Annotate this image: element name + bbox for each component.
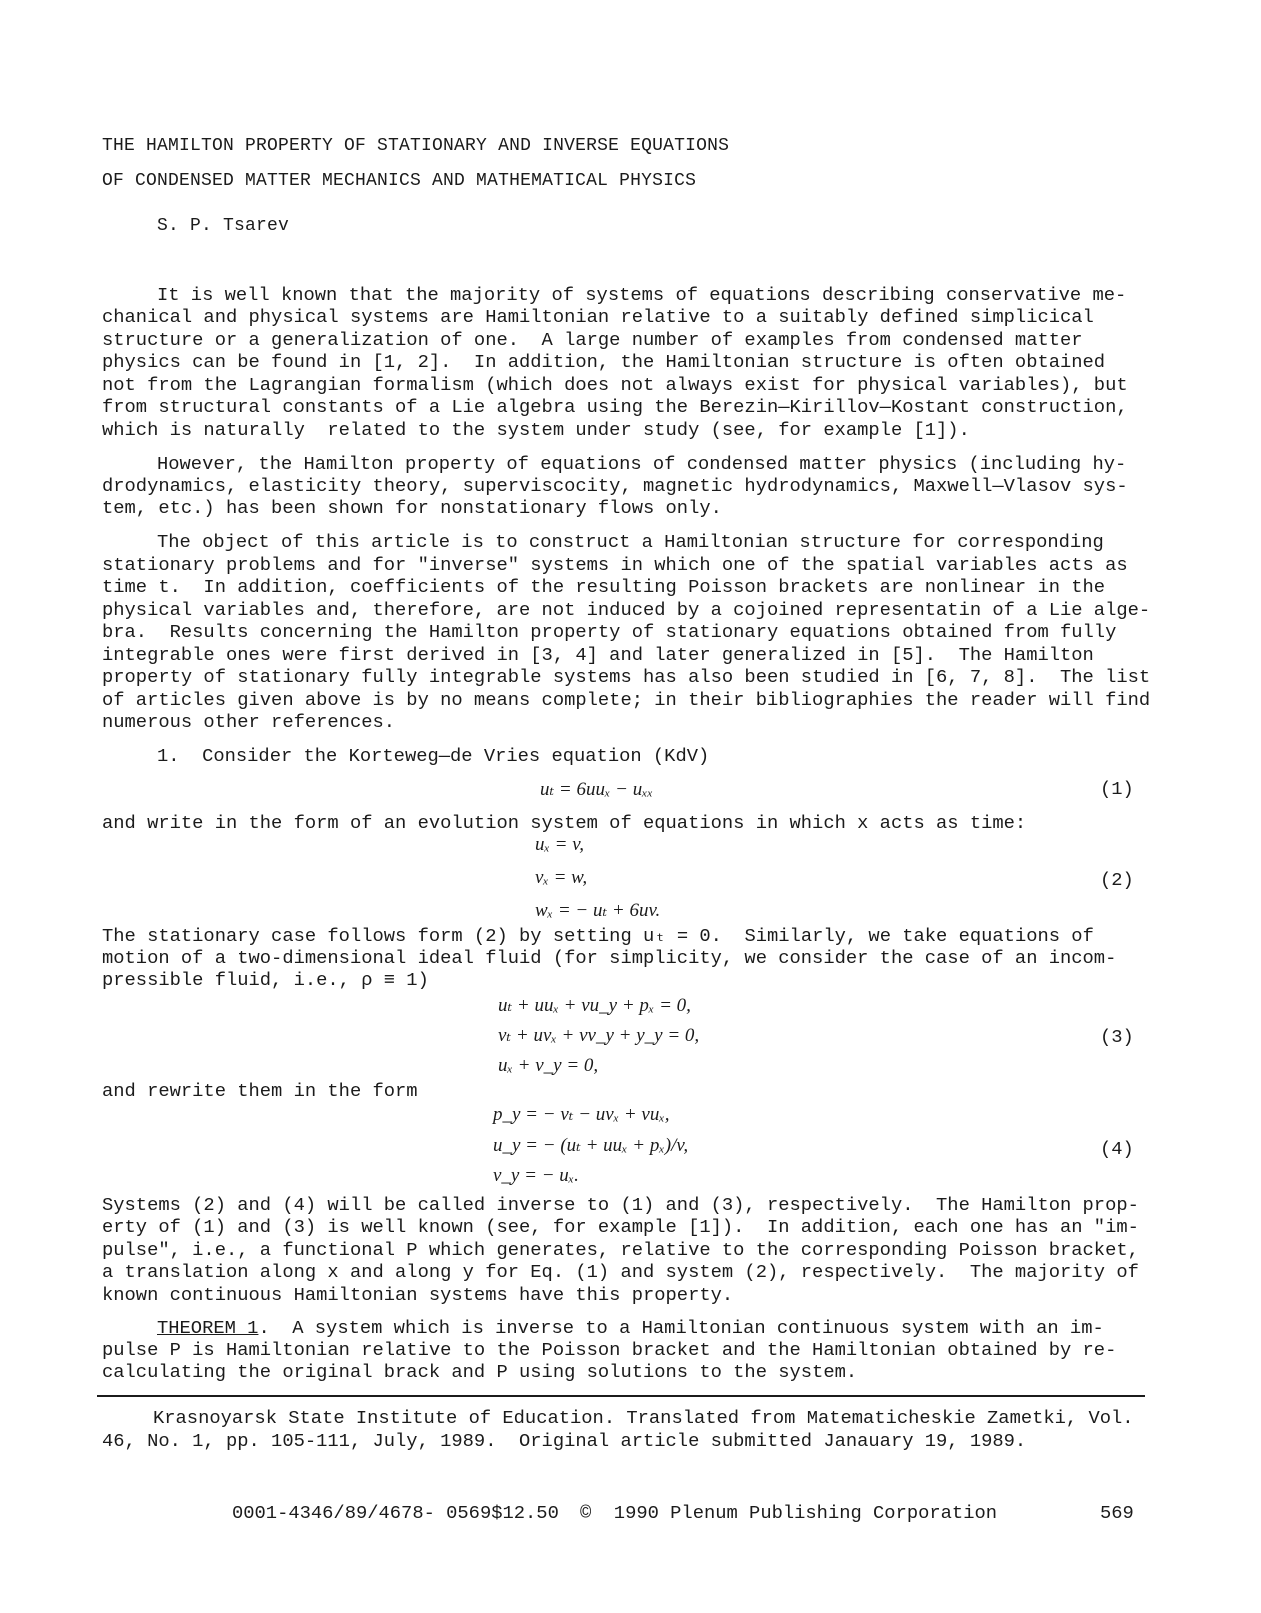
p1-line: from structural constants of a Lie algebra using the Berezin—Kirillov—Kostant construction, [102, 396, 1128, 418]
equation-1: uₜ = 6uuₓ − uₓₓ [540, 779, 654, 800]
equation-number-3: (3) [1100, 1026, 1134, 1048]
footnote-line: 46, No. 1, pp. 105-111, July, 1989. Original article submitted Janauary 19, 1989. [102, 1430, 1027, 1452]
p1-line: chanical and physical systems are Hamiltonian relative to a suitably defined simplicical [102, 306, 1094, 328]
page-number: 569 [1100, 1502, 1134, 1524]
p3-line: physical variables and, therefore, are not induced by a cojoined representatin of a Lie alge- [102, 599, 1151, 621]
after-eq2-line: The stationary case follows form (2) by setting uₜ = 0. Similarly, we take equations of [102, 925, 1094, 947]
equation-2-line: vₓ = w, [535, 867, 588, 888]
footnote-divider [97, 1395, 1145, 1397]
theorem-first-text: . A system which is inverse to a Hamiltonian continuous system with an im- [258, 1317, 1104, 1339]
theorem-label: THEOREM 1 [157, 1317, 259, 1339]
footnote-line: Krasnoyarsk State Institute of Education. Translated from Matematicheskie Zametki, Vol. [153, 1407, 1134, 1429]
equation-2-line: uₓ = v, [535, 834, 584, 855]
author: S. P. Tsarev [157, 216, 290, 236]
equation-4-line: p_y = − vₜ − uvₓ + vuₓ, [493, 1104, 670, 1125]
equation-number-4: (4) [1100, 1138, 1134, 1160]
equation-2-line: wₓ = − uₜ + 6uv. [535, 900, 661, 921]
p2-line: tem, etc.) has been shown for nonstationary flows only. [102, 497, 722, 519]
p4-line: Systems (2) and (4) will be called inverse to (1) and (3), respectively. The Hamilton prop- [102, 1194, 1139, 1216]
p4-line: known continuous Hamiltonian systems have this property. [102, 1284, 734, 1306]
after-eq2-line: motion of a two-dimensional ideal fluid (for simplicity, we consider the case of an incom- [102, 947, 1117, 969]
p3-line: time t. In addition, coefficients of the resulting Poisson brackets are nonlinear in the [102, 576, 1106, 598]
equation-number-2: (2) [1100, 869, 1134, 891]
equation-4-line: v_y = − uₓ. [493, 1165, 579, 1186]
p4-line: a translation along x and along y for Eq. (1) and system (2), respectively. The majority of [102, 1261, 1139, 1283]
p3-line: of articles given above is by no means complete; in their bibliographies the reader will find [102, 689, 1151, 711]
p4-line: erty of (1) and (3) is well known (see, for example [1]). In addition, each one has an "im- [102, 1216, 1139, 1238]
p1-line: not from the Lagrangian formalism (which does not always exist for physical variables), but [102, 374, 1128, 396]
p4-line: pulse", i.e., a functional P which generates, relative to the corresponding Poisson bracket, [102, 1239, 1139, 1261]
equation-4-line: u_y = − (uₜ + uuₓ + pₓ)/v, [493, 1135, 689, 1156]
p3-line: numerous other references. [102, 711, 396, 733]
text-after-eq1: and write in the form of an evolution system of equations in which x acts as time: [102, 812, 1027, 834]
p1-line: It is well known that the majority of systems of equations describing conservative me- [157, 284, 1127, 306]
p3-line: The object of this article is to construct a Hamiltonian structure for corresponding [157, 531, 1104, 553]
after-eq2-line: pressible fluid, i.e., ρ ≡ 1) [102, 969, 429, 991]
title-line-2: OF CONDENSED MATTER MECHANICS AND MATHEMATICAL PHYSICS [102, 171, 697, 191]
equation-3-line: vₜ + uvₓ + vv_y + y_y = 0, [498, 1025, 700, 1046]
title-line-1: THE HAMILTON PROPERTY OF STATIONARY AND INVERSE EQUATIONS [102, 136, 730, 156]
theorem-line: pulse P is Hamiltonian relative to the Poisson bracket and the Hamiltonian obtained by re- [102, 1339, 1117, 1361]
footer-copyright: © 1990 Plenum Publishing Corporation [580, 1502, 998, 1524]
p3-line: stationary problems and for "inverse" systems in which one of the spatial variables acts as [102, 554, 1128, 576]
section-1-intro: 1. Consider the Korteweg—de Vries equation (KdV) [157, 745, 710, 767]
equation-3-line: uₓ + v_y = 0, [498, 1055, 599, 1076]
footer-code: 0001-4346/89/4678- 0569$12.50 [232, 1502, 559, 1524]
equation-3-line: uₜ + uuₓ + vu_y + pₓ = 0, [498, 995, 691, 1016]
p1-line: structure or a generalization of one. A large number of examples from condensed matter [102, 329, 1083, 351]
p2-line: However, the Hamilton property of equations of condensed matter physics (including hy- [157, 453, 1127, 475]
p3-line: integrable ones were first derived in [3, 4] and later generalized in [5]. The Hamilton [102, 644, 1094, 666]
rewrite-text: and rewrite them in the form [102, 1080, 418, 1102]
p3-line: property of stationary fully integrable systems has also been studied in [6, 7, 8]. The list [102, 666, 1151, 688]
p1-line: physics can be found in [1, 2]. In addition, the Hamiltonian structure is often obtained [102, 351, 1106, 373]
p3-line: bra. Results concerning the Hamilton property of stationary equations obtained from fully [102, 621, 1117, 643]
p1-line: which is naturally related to the system under study (see, for example [1]). [102, 419, 970, 441]
equation-number-1: (1) [1100, 778, 1134, 800]
theorem-first-line [157, 1317, 1104, 1339]
theorem-line: calculating the original brack and P using solutions to the system. [102, 1361, 858, 1383]
p2-line: drodynamics, elasticity theory, superviscocity, magnetic hydrodynamics, Maxwell—Vlasov sys- [102, 475, 1128, 497]
